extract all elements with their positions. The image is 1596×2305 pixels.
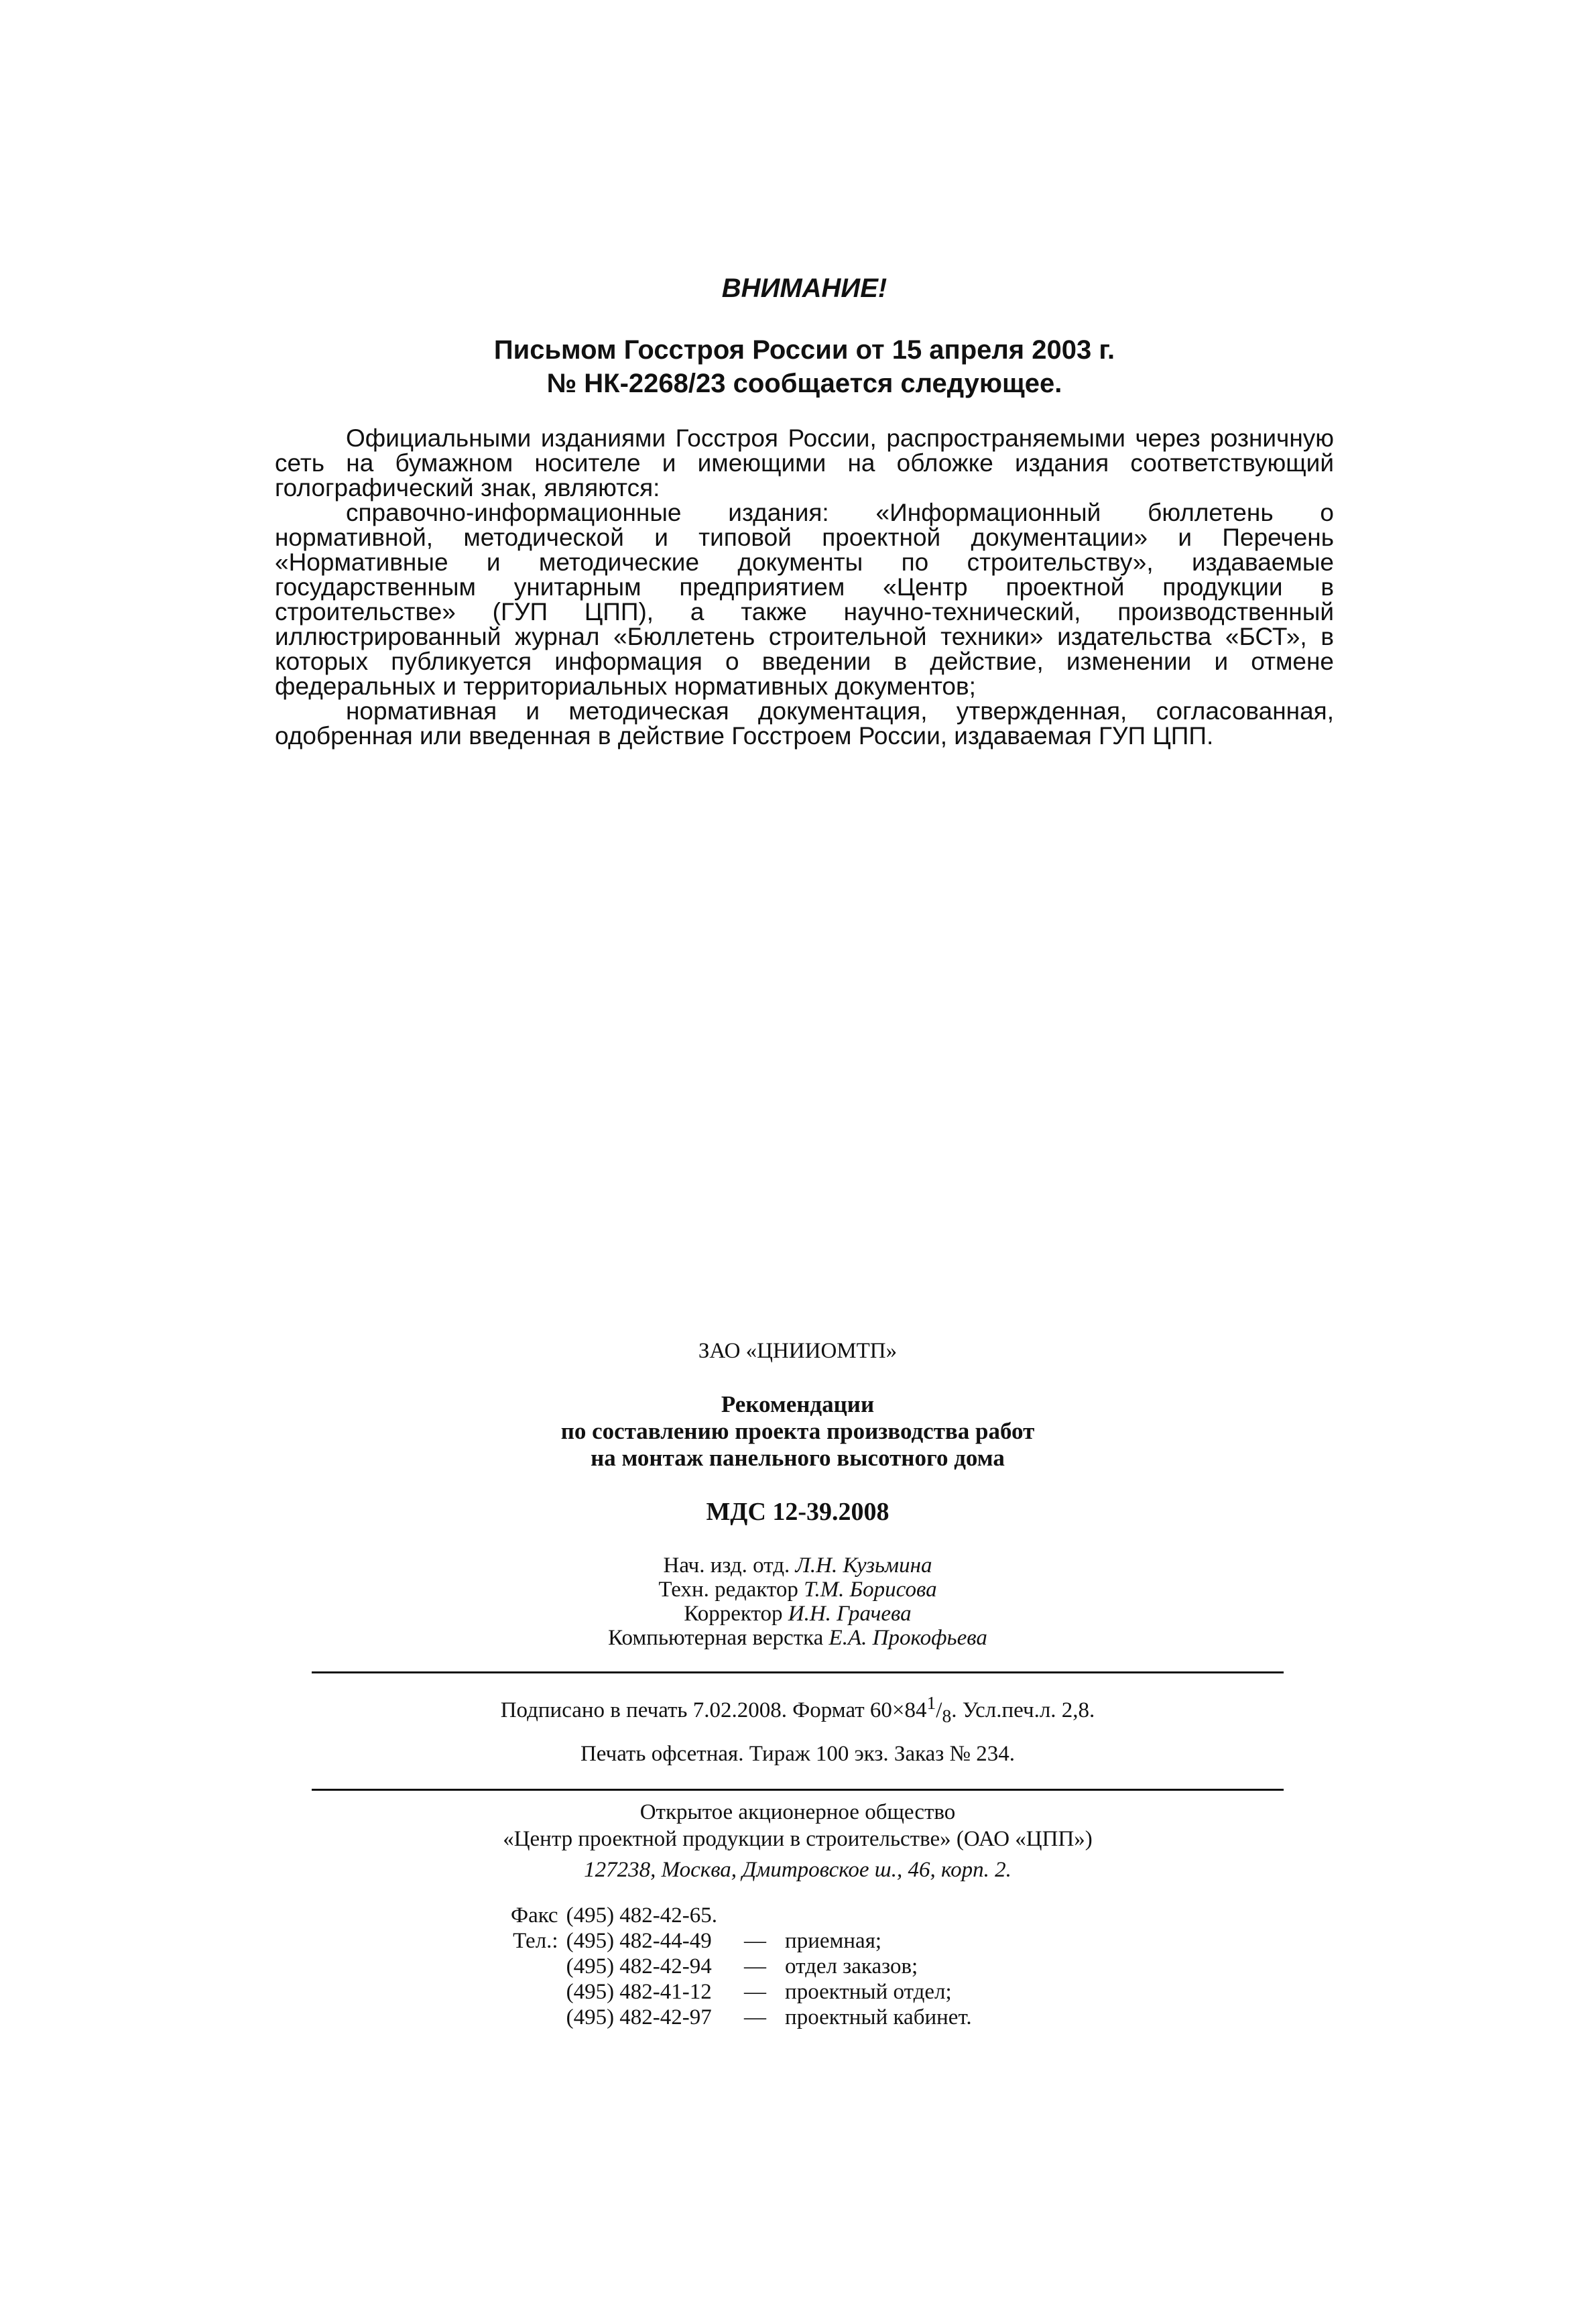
format-fraction-denominator: 8 <box>942 1705 952 1726</box>
document-title-line: Рекомендации <box>721 1391 875 1417</box>
credit-name: Т.М. Борисова <box>804 1578 937 1602</box>
credit-line <box>288 1553 1307 1578</box>
credit-line <box>288 1578 1307 1602</box>
phone-department: отдел заказов; <box>785 1954 918 1978</box>
publisher-line: «Центр проектной продукции в строительстве» (ОАО «ЦПП») <box>503 1826 1093 1851</box>
phone-department: проектный отдел; <box>785 1980 952 2004</box>
notice-body <box>275 426 1334 748</box>
credit-role: Техн. редактор <box>658 1578 798 1602</box>
phone-dash: — <box>744 1954 767 1978</box>
credit-role: Корректор <box>684 1602 783 1626</box>
phone-number: (495) 482-42-97 <box>566 2005 712 2029</box>
contact-row <box>511 1954 972 1979</box>
credits-list <box>288 1553 1307 1650</box>
contact-row <box>511 2005 972 2030</box>
document-title <box>288 1391 1307 1472</box>
credit-role: Нач. изд. отд. <box>663 1553 790 1578</box>
publisher-address: 127238, Москва, Дмитровское ш., 46, корп. 2. <box>584 1857 1011 1882</box>
organization-name: ЗАО «ЦНИИОМТП» <box>698 1339 898 1363</box>
contact-row <box>511 1979 972 2005</box>
document-code: МДС 12-39.2008 <box>706 1498 889 1526</box>
notice-subheading-line: Письмом Госстроя России от 15 апреля 2003 г. <box>493 335 1115 365</box>
credit-line <box>288 1626 1307 1650</box>
phone-department: приемная; <box>785 1929 882 1953</box>
publisher-info <box>288 1799 1307 1883</box>
format-fraction-numerator: 1 <box>926 1692 936 1713</box>
print-format-text: Подписано в печать 7.02.2008. Формат 60×84 <box>500 1698 927 1722</box>
fax-label: Факс <box>511 1903 558 1928</box>
fax-number: (495) 482-42-65. <box>566 1903 718 1928</box>
document-title-line: по составлению проекта производства работ <box>560 1418 1035 1444</box>
phone-number: (495) 482-41-12 <box>566 1980 712 2004</box>
credit-name: И.Н. Грачева <box>788 1602 912 1626</box>
phone-dash: — <box>744 1929 767 1953</box>
print-info-line: Печать офсетная. Тираж 100 экз. Заказ № 234. <box>580 1741 1016 1766</box>
contacts-section <box>511 1903 972 2030</box>
credit-line <box>288 1602 1307 1626</box>
contact-row <box>511 1928 972 1954</box>
publisher-line: Открытое акционерное общество <box>639 1799 956 1824</box>
credit-role: Компьютерная верстка <box>608 1626 824 1650</box>
notice-section <box>275 272 1334 748</box>
contacts-table <box>511 1903 972 2030</box>
divider <box>312 1789 1284 1791</box>
notice-paragraph: справочно-информационные издания: «Информационный бюллетень о нормативной, методической и типовой проектной документации» и Перечень «Нормативные и методические документы по строительству», издаваемые государственным унитарным предприятием «Центр проектной продукции в строительстве» (ГУП ЦПП), а также научно-технический, производственный иллюстрированный журнал «Бюллетень строительной техники» издательства «БСТ», в которых публикуется информация о введении в действие, изменении и отмене федеральных и территориальных нормативных документов; <box>275 499 1334 700</box>
notice-subheading-line: № НК-2268/23 сообщается следующее. <box>546 369 1062 398</box>
phone-dash: — <box>744 1980 767 2004</box>
notice-heading: ВНИМАНИЕ! <box>721 274 887 303</box>
document-title-line: на монтаж панельного высотного дома <box>591 1445 1005 1471</box>
phone-label: Тел.: <box>513 1929 558 1953</box>
credit-name: Е.А. Прокофьева <box>828 1626 987 1650</box>
credit-name: Л.Н. Кузьмина <box>795 1553 932 1578</box>
print-sheets-text: . Усл.печ.л. 2,8. <box>951 1698 1095 1722</box>
print-info <box>288 1684 1307 1773</box>
colophon-section <box>288 1338 1307 1883</box>
phone-number: (495) 482-44-49 <box>566 1929 712 1953</box>
phone-department: проектный кабинет. <box>785 2005 972 2029</box>
notice-subheading <box>275 333 1334 400</box>
notice-paragraph: Официальными изданиями Госстроя России, распространяемыми через розничную сеть на бумажном носителе и имеющими на обложке издания соответствующий голографический знак, являются: <box>275 424 1334 501</box>
contact-row <box>511 1903 972 1928</box>
phone-dash: — <box>744 2005 767 2029</box>
notice-paragraph: нормативная и методическая документация, утвержденная, согласованная, одобренная или введенная в действие Госстроем России, издаваемая ГУП ЦПП. <box>275 697 1334 750</box>
phone-number: (495) 482-42-94 <box>566 1954 712 1978</box>
print-info-line: Подписано в печать 7.02.2008. Формат $60\times 84^1/_8$. Усл.печ.л. 2,8. <box>500 1692 1095 1726</box>
divider <box>312 1671 1284 1673</box>
